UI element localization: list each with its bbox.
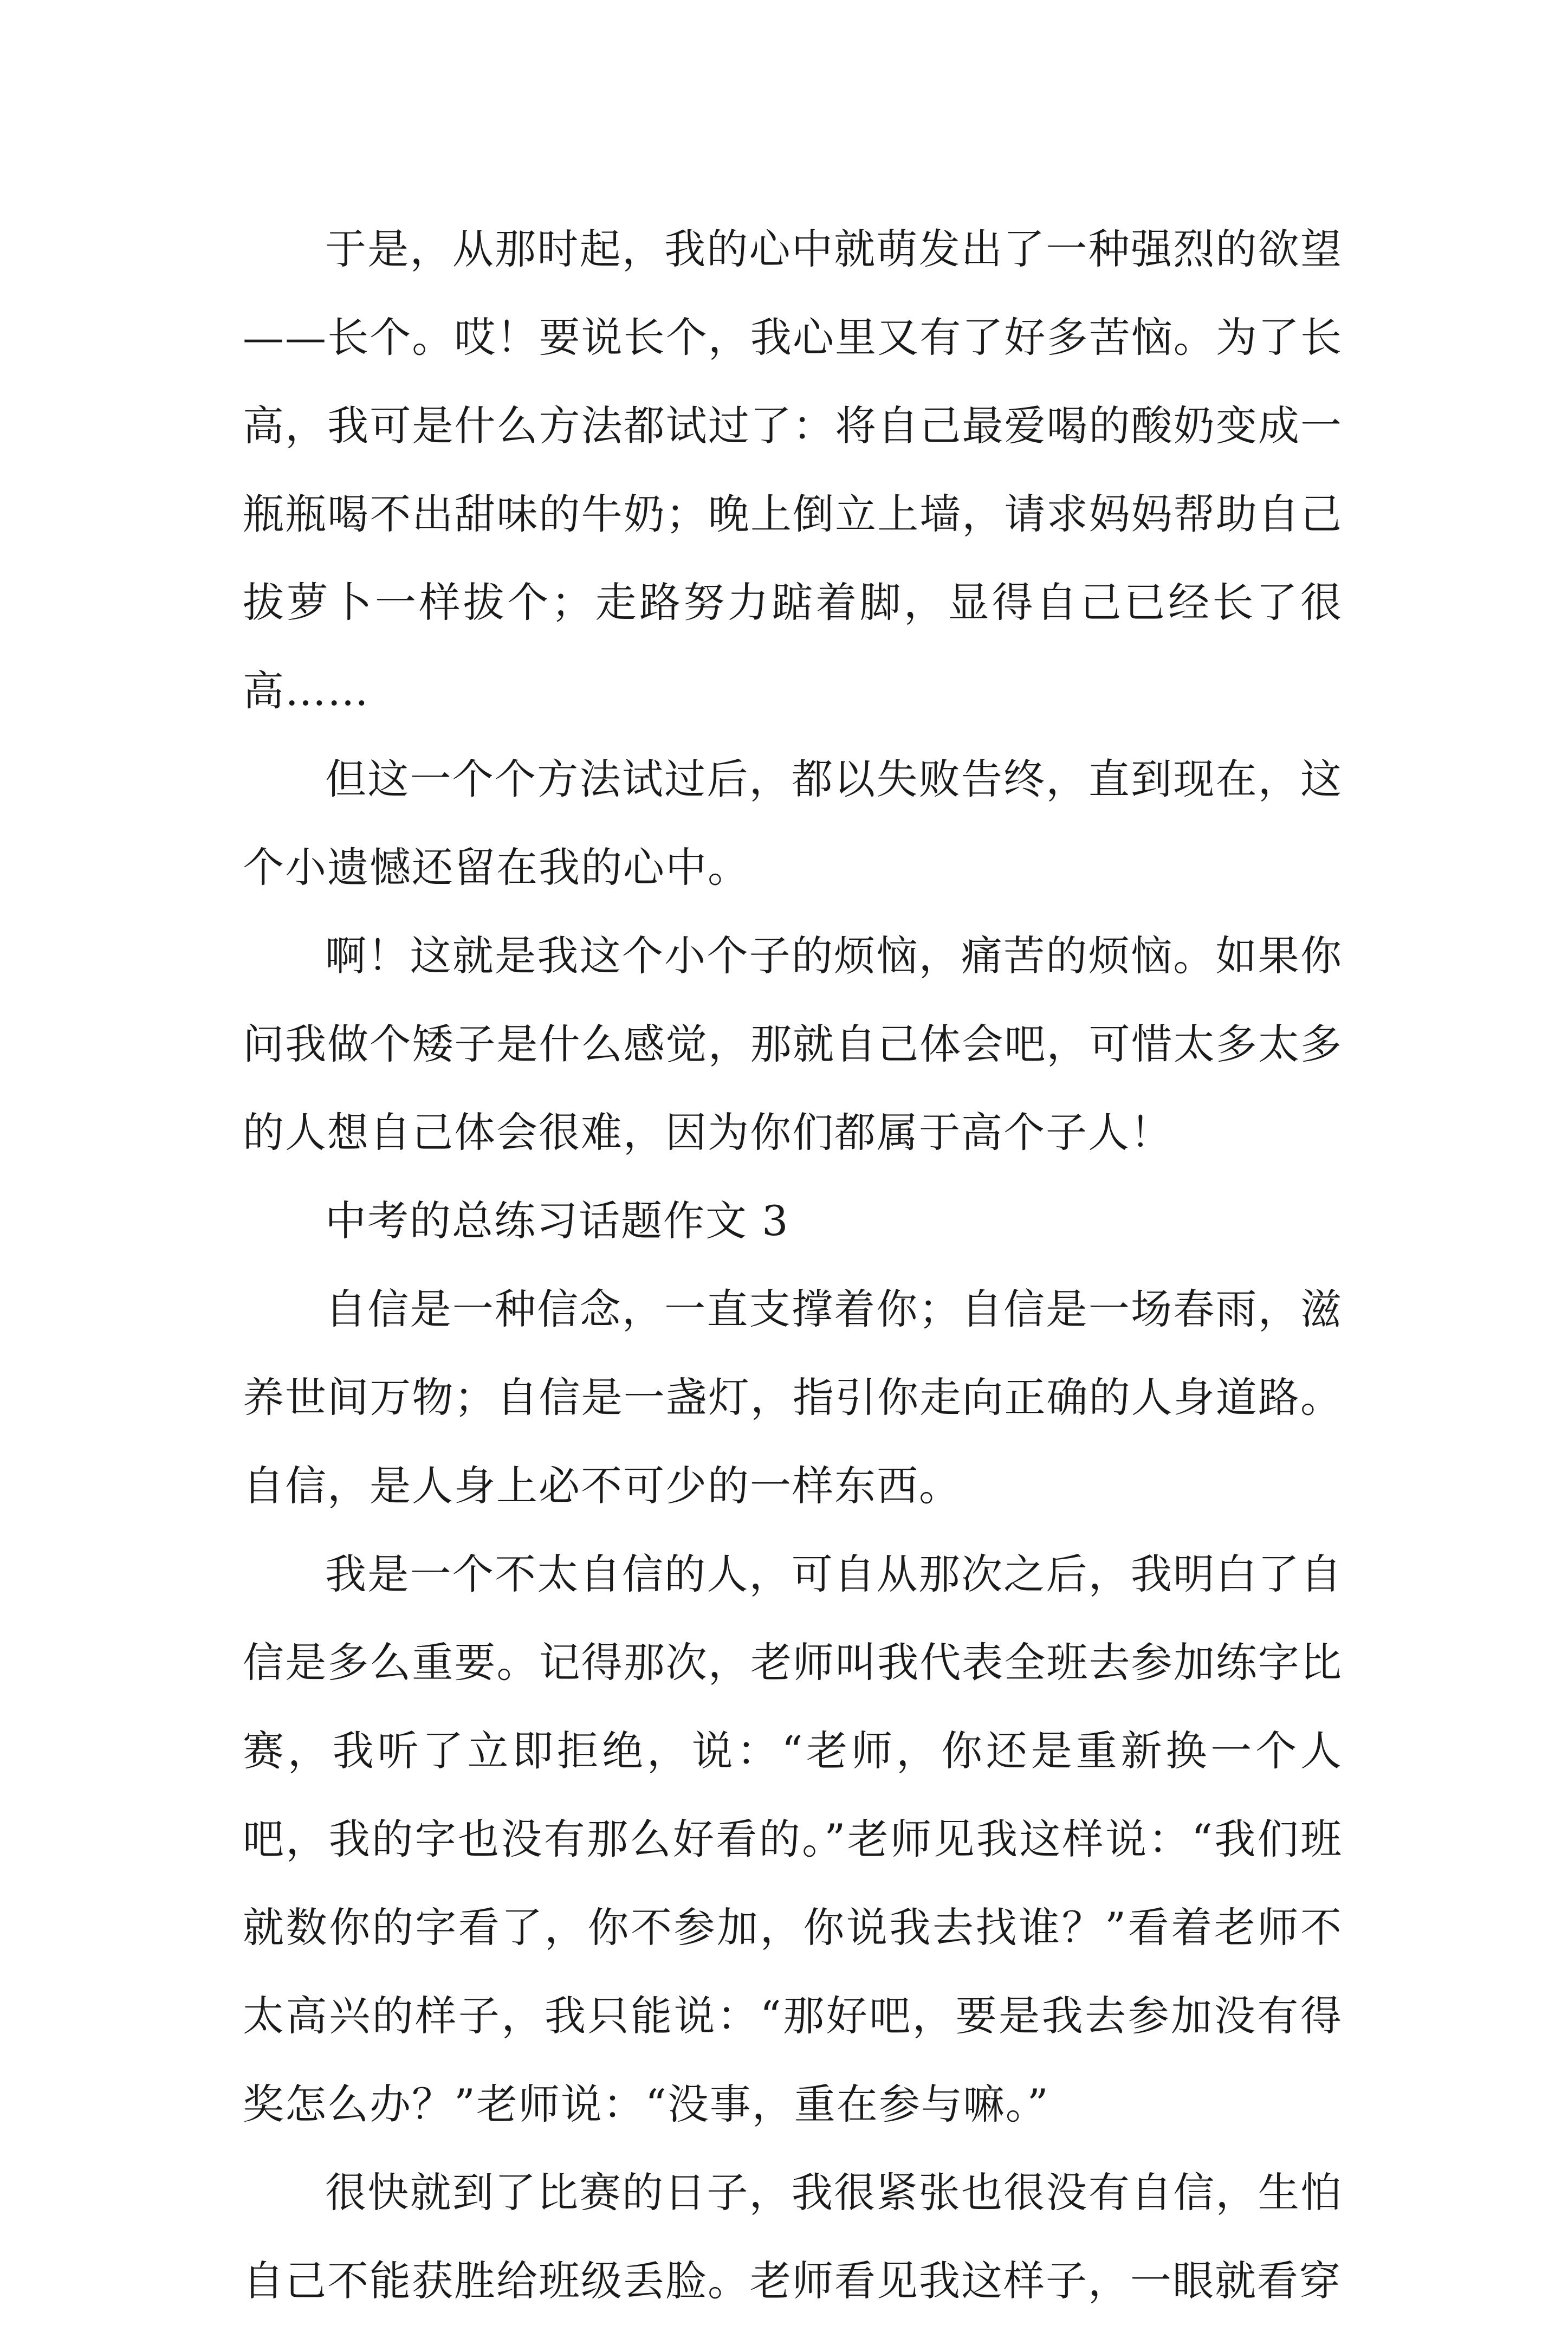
paragraph-3: 啊！这就是我这个小个子的烦恼，痛苦的烦恼。如果你问我做个矮子是什么感觉，那就自己体会吧，可惜太多太多的人想自己体会很难，因为你们都属于高个子人！	[243, 932, 1343, 1157]
paragraph-1: 于是，从那时起，我的心中就萌发出了一种强烈的欲望——长个。哎！要说长个，我心里又有了好多苦恼。为了长高，我可是什么方法都试过了：将自己最爱喝的酸奶变成一瓶瓶喝不出甜味的牛奶；晚上倒立上墙，请求妈妈帮助自己拔萝卜一样拔个；走路努力踮着脚，显得自己已经长了很高……	[243, 225, 1343, 715]
document-body	[243, 205, 1343, 2325]
section-heading: 中考的总练习话题作文 3	[325, 1197, 789, 1245]
paragraph-5: 我是一个不太自信的人，可自从那次之后，我明白了自信是多么重要。记得那次，老师叫我代表全班去参加练字比赛，我听了立即拒绝，说：“老师，你还是重新换一个人吧，我的字也没有那么好看的。”老师见我这样说：“我们班就数你的字看了，你不参加，你说我去找谁？”看着老师不太高兴的样子，我只能说：“那好吧，要是我去参加没有得奖怎么办？”老师说：“没事，重在参与嘛。”	[243, 1550, 1343, 2128]
paragraph-2: 但这一个个方法试过后，都以失败告终，直到现在，这个小遗憾还留在我的心中。	[243, 755, 1343, 892]
paragraph-4: 自信是一种信念，一直支撑着你；自信是一场春雨，滋养世间万物；自信是一盏灯，指引你走向正确的人身道路。自信，是人身上必不可少的一样东西。	[243, 1285, 1343, 1510]
paragraph-6: 很快就到了比赛的日子，我很紧张也很没有自信，生怕自己不能获胜给班级丢脸。老师看见我这样子，一眼就看穿	[243, 2168, 1343, 2305]
